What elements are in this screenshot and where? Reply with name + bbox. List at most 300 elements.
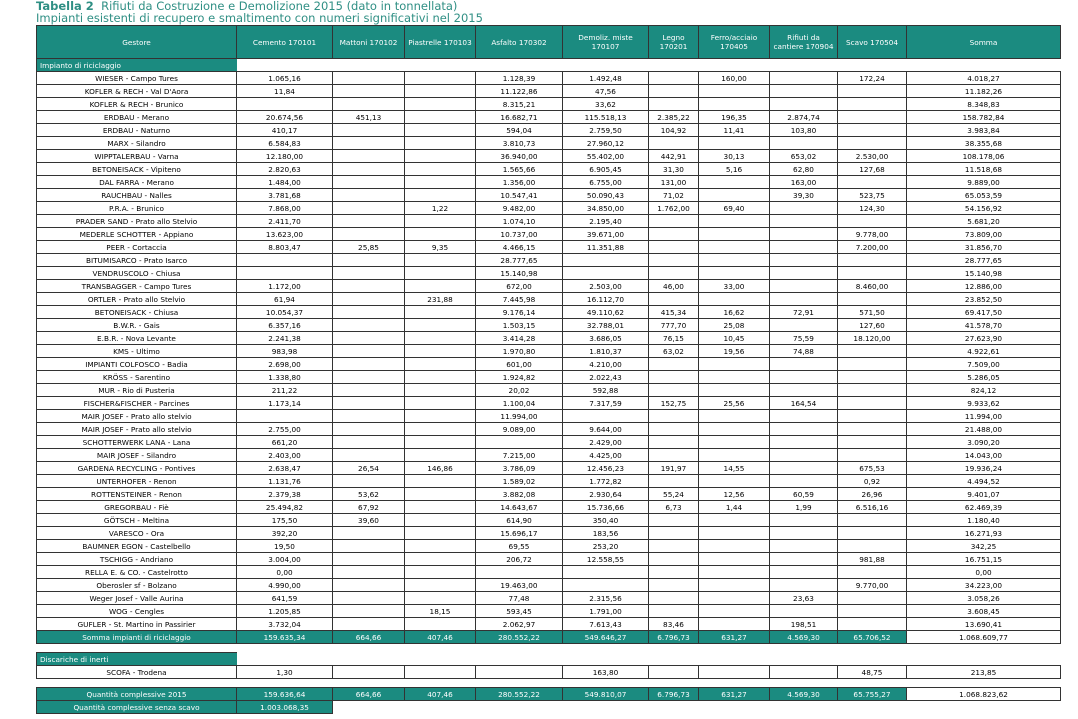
cell-value: 4.425,00 (563, 449, 649, 462)
cell-value: 164,54 (770, 397, 838, 410)
cell-value: 594,04 (476, 124, 563, 137)
cell-value: 280.552,22 (476, 688, 563, 701)
cell-value: 2.022,43 (563, 371, 649, 384)
cell-value: 104,92 (649, 124, 699, 137)
cell-value (699, 566, 770, 579)
section-label: Impianto di riciclaggio (37, 59, 237, 72)
cell-value: 7.445,98 (476, 293, 563, 306)
table-row (37, 618, 1061, 631)
row-label: Quantità complessive 2015 (37, 688, 237, 701)
row-label: DAL FARRA - Merano (37, 176, 237, 189)
cell-value: 653,02 (770, 150, 838, 163)
cell-value: 20,02 (476, 384, 563, 397)
cell-value: 3.983,84 (907, 124, 1061, 137)
cell-value (699, 592, 770, 605)
cell-value (770, 371, 838, 384)
cell-value: 196,35 (699, 111, 770, 124)
cell-value (333, 124, 405, 137)
cell-value: 1.762,00 (649, 202, 699, 215)
cell-value: 3.786,09 (476, 462, 563, 475)
cell-value: 1.503,15 (476, 319, 563, 332)
cell-value (770, 384, 838, 397)
cell-value: 18,15 (405, 605, 476, 618)
table-row (37, 345, 1061, 358)
cell-value (405, 111, 476, 124)
cell-value: 19.936,24 (907, 462, 1061, 475)
cell-value: 6.516,16 (838, 501, 907, 514)
cell-value (333, 553, 405, 566)
table-row (37, 605, 1061, 618)
cell-value: 159.635,34 (237, 631, 333, 644)
cell-value: 2.315,56 (563, 592, 649, 605)
cell-value: 10.737,00 (476, 228, 563, 241)
cell-value (333, 85, 405, 98)
cell-value: 25.494,82 (237, 501, 333, 514)
table-title (36, 0, 483, 24)
cell-value: 163,80 (563, 666, 649, 679)
cell-value: 3.810,73 (476, 137, 563, 150)
cell-value (770, 293, 838, 306)
cell-value (333, 371, 405, 384)
cell-value (405, 280, 476, 293)
cell-value: 1.003.068,35 (237, 701, 333, 714)
cell-value (770, 267, 838, 280)
cell-value: 9.770,00 (838, 579, 907, 592)
cell-value: 2.698,00 (237, 358, 333, 371)
cell-value (649, 371, 699, 384)
table-row (37, 137, 1061, 150)
row-label: PRADER SAND - Prato allo Stelvio (37, 215, 237, 228)
cell-value: 9.889,00 (907, 176, 1061, 189)
cell-value (838, 85, 907, 98)
cell-value: 31.856,70 (907, 241, 1061, 254)
cell-value: 4.922,61 (907, 345, 1061, 358)
cell-value: 13.623,00 (237, 228, 333, 241)
cell-value (405, 566, 476, 579)
cell-value (649, 293, 699, 306)
cell-value (649, 540, 699, 553)
cell-value: 103,80 (770, 124, 838, 137)
cell-value (770, 410, 838, 423)
cell-value: 3.608,45 (907, 605, 1061, 618)
cell-value: 1.068.609,77 (907, 631, 1061, 644)
table-row (37, 475, 1061, 488)
table-row (37, 666, 1061, 679)
cell-value (333, 280, 405, 293)
cell-value (405, 124, 476, 137)
table-row (37, 436, 1061, 449)
cell-value: 172,24 (838, 72, 907, 85)
cell-value: 47,56 (563, 85, 649, 98)
cell-value: 392,20 (237, 527, 333, 540)
cell-value (699, 98, 770, 111)
cell-value (699, 371, 770, 384)
cell-value (770, 358, 838, 371)
cell-value: 981,88 (838, 553, 907, 566)
cell-value (838, 423, 907, 436)
cell-value: 33,00 (699, 280, 770, 293)
table-row (37, 111, 1061, 124)
table-row (37, 514, 1061, 527)
cell-value (405, 423, 476, 436)
cell-value (770, 579, 838, 592)
cell-value: 18.120,00 (838, 332, 907, 345)
row-label: BAUMNER EGON - Castelbello (37, 540, 237, 553)
cell-value (333, 345, 405, 358)
cell-value: 4.569,30 (770, 631, 838, 644)
cell-value: 9.089,00 (476, 423, 563, 436)
cell-value: 1,22 (405, 202, 476, 215)
table-row (37, 176, 1061, 189)
cell-value: 2.411,70 (237, 215, 333, 228)
cell-value (333, 72, 405, 85)
cell-value (770, 137, 838, 150)
cell-value: 2.241,38 (237, 332, 333, 345)
cell-value: 571,50 (838, 306, 907, 319)
cell-value (405, 666, 476, 679)
cell-value: 1.100,04 (476, 397, 563, 410)
column-header: Ferro/acciaio 170405 (699, 26, 770, 59)
cell-value: 12.886,00 (907, 280, 1061, 293)
cell-value (237, 410, 333, 423)
table-row (37, 371, 1061, 384)
cell-value (333, 540, 405, 553)
cell-value (333, 228, 405, 241)
cell-value (838, 397, 907, 410)
cell-value: 23.852,50 (907, 293, 1061, 306)
table-row (37, 592, 1061, 605)
cell-value: 350,40 (563, 514, 649, 527)
cell-value (770, 319, 838, 332)
cell-value: 5,16 (699, 163, 770, 176)
cell-value: 32.788,01 (563, 319, 649, 332)
cell-value: 641,59 (237, 592, 333, 605)
cell-value: 62,80 (770, 163, 838, 176)
cell-value (649, 241, 699, 254)
cell-value: 1.131,76 (237, 475, 333, 488)
cell-value: 50.090,43 (563, 189, 649, 202)
cell-value: 10.054,37 (237, 306, 333, 319)
cell-value (649, 666, 699, 679)
cell-value: 14.043,00 (907, 449, 1061, 462)
cell-value: 2.755,00 (237, 423, 333, 436)
cell-value: 9.401,07 (907, 488, 1061, 501)
cell-value (405, 579, 476, 592)
cell-value: 675,53 (838, 462, 907, 475)
cell-value: 4.018,27 (907, 72, 1061, 85)
cell-value: 28.777,65 (907, 254, 1061, 267)
cell-value: 20.674,56 (237, 111, 333, 124)
cell-value: 824,12 (907, 384, 1061, 397)
cell-value (649, 592, 699, 605)
cell-value: 11.994,00 (476, 410, 563, 423)
cell-value: 6,73 (649, 501, 699, 514)
total-no-scavo-row (37, 701, 1061, 714)
cell-value (333, 423, 405, 436)
cell-value: 664,66 (333, 688, 405, 701)
cell-value: 3.781,68 (237, 189, 333, 202)
cell-value (770, 449, 838, 462)
row-label: P.R.A. - Brunico (37, 202, 237, 215)
cell-value (333, 666, 405, 679)
row-label: WOG - Cengles (37, 605, 237, 618)
cell-value (476, 666, 563, 679)
cell-value: 131,00 (649, 176, 699, 189)
cell-value (649, 215, 699, 228)
cell-value (333, 267, 405, 280)
cell-value: 75,59 (770, 332, 838, 345)
cell-value: 1.173,14 (237, 397, 333, 410)
section-row-discharge (37, 653, 1061, 666)
column-header: Demoliz. miste 170107 (563, 26, 649, 59)
cell-value: 16,62 (699, 306, 770, 319)
cell-value (699, 293, 770, 306)
cell-value (699, 579, 770, 592)
cell-value (405, 397, 476, 410)
cell-value: 34.223,00 (907, 579, 1061, 592)
cell-value: 0,00 (237, 566, 333, 579)
cell-value: 16.112,70 (563, 293, 649, 306)
cell-value (649, 254, 699, 267)
cell-value: 14,55 (699, 462, 770, 475)
cell-value: 27.960,12 (563, 137, 649, 150)
row-label: Somma impianti di riciclaggio (37, 631, 237, 644)
row-label: VARESCO - Ora (37, 527, 237, 540)
cell-value: 67,92 (333, 501, 405, 514)
cell-value: 4.494,52 (907, 475, 1061, 488)
cell-value: 3.732,04 (237, 618, 333, 631)
cell-value (405, 501, 476, 514)
cell-value (405, 540, 476, 553)
cell-value: 39,60 (333, 514, 405, 527)
table-row (37, 306, 1061, 319)
cell-value: 152,75 (649, 397, 699, 410)
cell-value: 2.503,00 (563, 280, 649, 293)
cell-value: 69,40 (699, 202, 770, 215)
cell-value: 12,56 (699, 488, 770, 501)
cell-value (333, 293, 405, 306)
cell-value: 13.690,41 (907, 618, 1061, 631)
cell-value (699, 475, 770, 488)
cell-value: 15.696,17 (476, 527, 563, 540)
cell-value (476, 436, 563, 449)
cell-value (699, 423, 770, 436)
row-label: MARX - Silandro (37, 137, 237, 150)
row-label: GREGORBAU - Fiè (37, 501, 237, 514)
cell-value: 108.178,06 (907, 150, 1061, 163)
cell-value: 2.930,64 (563, 488, 649, 501)
cell-value (405, 449, 476, 462)
cell-value (649, 553, 699, 566)
cell-value: 7.317,59 (563, 397, 649, 410)
cell-value: 664,66 (333, 631, 405, 644)
cell-value (699, 666, 770, 679)
cell-value: 1.180,40 (907, 514, 1061, 527)
table-row (37, 319, 1061, 332)
cell-value: 1.172,00 (237, 280, 333, 293)
row-label: BITUMISARCO - Prato Isarco (37, 254, 237, 267)
cell-value: 74,88 (770, 345, 838, 358)
cell-value (838, 449, 907, 462)
table-row (37, 189, 1061, 202)
cell-value: 11.518,68 (907, 163, 1061, 176)
cell-value: 76,15 (649, 332, 699, 345)
cell-value (838, 605, 907, 618)
cell-value: 2.385,22 (649, 111, 699, 124)
cell-value (649, 449, 699, 462)
cell-value (333, 527, 405, 540)
cell-value: 6.905,45 (563, 163, 649, 176)
cell-value (838, 124, 907, 137)
cell-value (699, 384, 770, 397)
table-label: Tabella 2 (36, 0, 94, 13)
row-label: PEER - Cortaccia (37, 241, 237, 254)
cell-value (237, 254, 333, 267)
cell-value (838, 592, 907, 605)
table-row (37, 384, 1061, 397)
cell-value: 49.110,62 (563, 306, 649, 319)
cell-value (699, 176, 770, 189)
cell-value (699, 527, 770, 540)
cell-value: 25,85 (333, 241, 405, 254)
cell-value (405, 85, 476, 98)
table-row (37, 228, 1061, 241)
cell-value: 5.286,05 (907, 371, 1061, 384)
cell-value: 1,44 (699, 501, 770, 514)
cell-value: 631,27 (699, 631, 770, 644)
cell-value: 10,45 (699, 332, 770, 345)
cell-value (563, 566, 649, 579)
row-label: SCHOTTERWERK LANA - Lana (37, 436, 237, 449)
header-row (37, 26, 1061, 59)
cell-value: 60,59 (770, 488, 838, 501)
cell-value: 54.156,92 (907, 202, 1061, 215)
cell-value: 280.552,22 (476, 631, 563, 644)
cell-value (838, 410, 907, 423)
cell-value (333, 475, 405, 488)
cell-value (237, 267, 333, 280)
cell-value: 1.484,00 (237, 176, 333, 189)
cell-value: 777,70 (649, 319, 699, 332)
cell-value (405, 410, 476, 423)
cell-value (405, 267, 476, 280)
row-label: VENDRUSCOLO - Chiusa (37, 267, 237, 280)
cell-value (649, 605, 699, 618)
cell-value (838, 345, 907, 358)
cell-value: 15.140,98 (907, 267, 1061, 280)
cell-value (563, 254, 649, 267)
table-row (37, 202, 1061, 215)
cell-value: 1.810,37 (563, 345, 649, 358)
cell-value (405, 358, 476, 371)
cell-value: 31,30 (649, 163, 699, 176)
waste-table (36, 25, 1061, 714)
cell-value (770, 423, 838, 436)
cell-value: 2.195,40 (563, 215, 649, 228)
cell-value: 442,91 (649, 150, 699, 163)
row-label: ERDBAU - Naturno (37, 124, 237, 137)
cell-value: 1.128,39 (476, 72, 563, 85)
cell-value (333, 98, 405, 111)
cell-value (770, 228, 838, 241)
cell-value (838, 358, 907, 371)
cell-value: 661,20 (237, 436, 333, 449)
section-row-recycling (37, 59, 1061, 72)
row-label: MAIR JOSEF - Prato allo stelvio (37, 423, 237, 436)
cell-value (770, 553, 838, 566)
cell-value (699, 228, 770, 241)
table-row (37, 293, 1061, 306)
cell-value (237, 98, 333, 111)
cell-value: 2.759,50 (563, 124, 649, 137)
cell-value: 6.796,73 (649, 688, 699, 701)
cell-value: 1,99 (770, 501, 838, 514)
cell-value (333, 202, 405, 215)
cell-value (770, 241, 838, 254)
cell-value: 16.682,71 (476, 111, 563, 124)
cell-value (333, 332, 405, 345)
cell-value (405, 215, 476, 228)
cell-value (699, 254, 770, 267)
cell-value (770, 280, 838, 293)
cell-value (838, 176, 907, 189)
cell-value: 159.636,64 (237, 688, 333, 701)
table-row (37, 579, 1061, 592)
cell-value (838, 540, 907, 553)
cell-value: 19,50 (237, 540, 333, 553)
cell-value: 39.671,00 (563, 228, 649, 241)
cell-value (649, 137, 699, 150)
cell-value (405, 371, 476, 384)
column-header: Asfalto 170302 (476, 26, 563, 59)
cell-value: 10.547,41 (476, 189, 563, 202)
cell-value: 21.488,00 (907, 423, 1061, 436)
cell-value: 198,51 (770, 618, 838, 631)
row-label: UNTERHOFER - Renon (37, 475, 237, 488)
cell-value (649, 423, 699, 436)
cell-value (699, 514, 770, 527)
cell-value: 3.058,26 (907, 592, 1061, 605)
cell-value: 1.772,82 (563, 475, 649, 488)
column-header: Rifiuti da cantiere 170904 (770, 26, 838, 59)
cell-value (405, 189, 476, 202)
table-row (37, 267, 1061, 280)
table-row (37, 566, 1061, 579)
cell-value (333, 215, 405, 228)
table-row (37, 423, 1061, 436)
cell-value (770, 666, 838, 679)
cell-value: 63,02 (649, 345, 699, 358)
row-label: TRANSBAGGER - Campo Tures (37, 280, 237, 293)
cell-value: 2.874,74 (770, 111, 838, 124)
cell-value (405, 228, 476, 241)
cell-value: 1.338,80 (237, 371, 333, 384)
cell-value (333, 605, 405, 618)
row-label: RAUCHBAU - Nalles (37, 189, 237, 202)
table-row (37, 462, 1061, 475)
cell-value (333, 579, 405, 592)
cell-value: 65.755,27 (838, 688, 907, 701)
row-label: GUFLER - St. Martino in Passirier (37, 618, 237, 631)
cell-value (333, 137, 405, 150)
cell-value: 124,30 (838, 202, 907, 215)
cell-value (770, 85, 838, 98)
section-label: Discariche di inerti (37, 653, 237, 666)
table-row (37, 527, 1061, 540)
cell-value: 2.429,00 (563, 436, 649, 449)
cell-value: 7.215,00 (476, 449, 563, 462)
table-row (37, 85, 1061, 98)
